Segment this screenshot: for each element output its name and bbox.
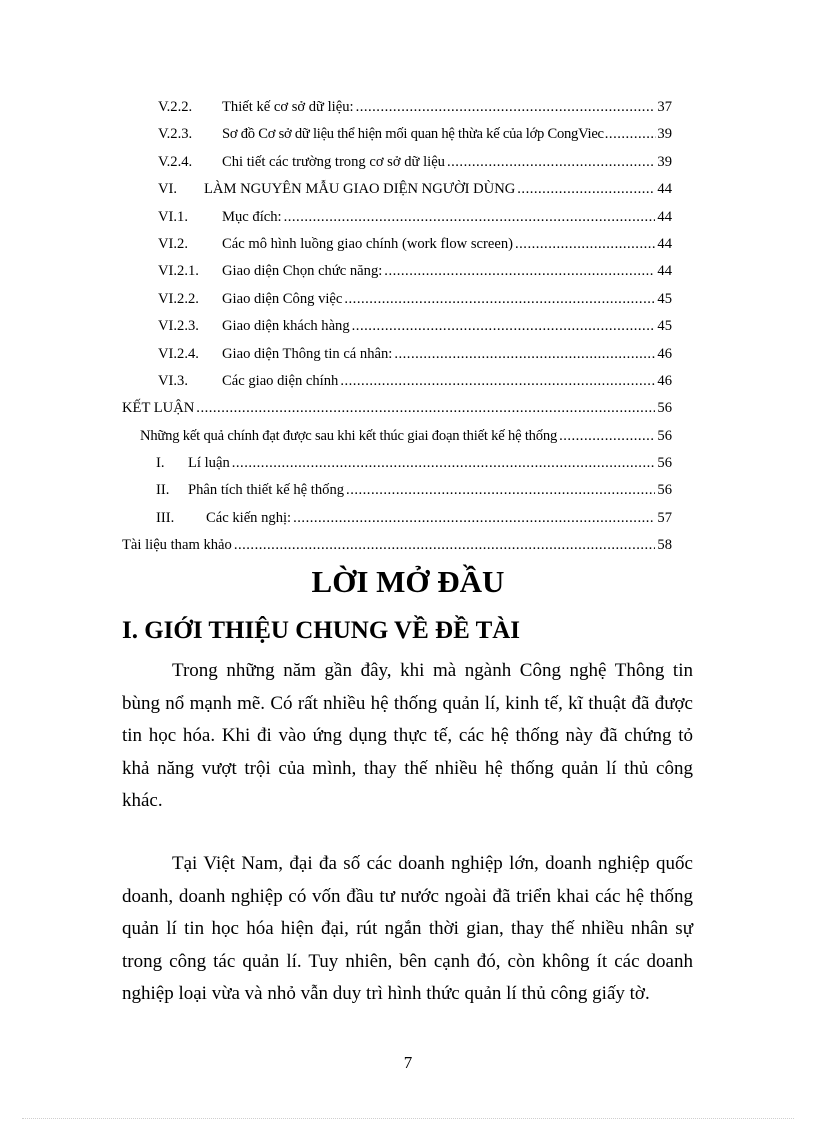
toc-entry-page: 44 [657,208,672,225]
toc-entry-title: KẾT LUẬN [122,400,195,417]
toc-entry[interactable] [122,258,672,285]
toc-entry[interactable] [122,423,672,450]
toc-entry-title: Lí luận [188,455,230,472]
toc-leader-dots [340,368,655,395]
toc-leader-dots [284,204,656,231]
toc-entry-page: 57 [657,509,672,526]
toc-entry[interactable] [122,477,672,504]
toc-entry[interactable] [122,368,672,395]
page-bottom-divider [22,1118,794,1119]
toc-entry-page: 46 [657,345,672,362]
toc-entry-number: I. [156,455,165,472]
toc-entry-title: Giao diện Công việc [222,290,343,307]
paragraph-intro [122,655,693,818]
toc-entry-title: Giao diện Thông tin cá nhân: [222,345,393,362]
toc-entry-page: 37 [657,99,672,115]
toc-leader-dots [196,395,655,422]
toc-entry-number: VI.2.1. [158,263,199,280]
toc-entry-page: 39 [657,153,672,170]
toc-entry-page: 44 [657,235,672,252]
toc-leader-dots [232,450,656,477]
toc-entry-title: Phân tích thiết kế hệ thống [188,482,345,499]
toc-entry-number: VI. [158,181,178,198]
toc-entry[interactable] [122,532,672,559]
toc-entry-title: Thiết kế cơ sở dữ liệu: [222,99,354,115]
toc-entry[interactable] [122,121,672,148]
toc-entry-title: Giao diện khách hàng [222,318,350,335]
page-title: LỜI MỞ ĐẦU [311,564,505,599]
toc-entry-title: Mục đích: [222,208,282,225]
toc-entry-page: 56 [657,482,672,499]
toc-entry-title: Các kiến nghị: [206,509,292,526]
toc-entry[interactable] [122,450,672,477]
toc-entry-number: VI.2.2. [158,290,199,307]
toc-entry-title: LÀM NGUYÊN MẪU GIAO DIỆN NGƯỜI DÙNG [204,181,516,198]
toc-leader-dots [344,286,655,313]
toc-entry-title: Sơ đồ Cơ sở dữ liệu thể hiện mối quan hệ thừa kế của lớp CongViec [222,126,604,143]
toc-entry-page: 56 [657,400,672,417]
toc-entry-number: VI.3. [158,372,188,389]
toc-leader-dots [605,121,657,148]
toc-entry[interactable] [122,395,672,422]
page-number: 7 [403,1053,413,1072]
toc-entry[interactable] [122,505,672,532]
toc-entry-title: Chi tiết các trường trong cơ sở dữ liệu [222,153,445,170]
toc-leader-dots [447,149,655,176]
toc-leader-dots [515,231,655,258]
toc-entry-number: III. [156,509,175,526]
toc-entry[interactable] [122,204,672,231]
toc-entry-page: 45 [657,290,672,307]
toc-entry-page: 44 [657,263,672,280]
toc-leader-dots [394,341,655,368]
paragraph-text: Trong những năm gần đây, khi mà ngành Công nghệ Thông tin bùng nổ mạnh mẽ. Có rất nhiều hệ thống quản lí, kinh tế, kĩ thuật đã được tin học hóa. Khi đi vào ứng dụng thực tế, các hệ thống này đã chứng tỏ khả năng vượt trội của mình, thay thế nhiều hệ thống quản lí thủ công khác. [122,660,693,811]
toc-entry-number: V.2.4. [158,153,193,170]
section-heading: I. GIỚI THIỆU CHUNG VỀ ĐỀ TÀI [122,617,521,644]
toc-leader-dots [352,313,656,340]
toc-entry-number: VI.2. [158,235,188,252]
toc-entry-page: 56 [657,455,672,472]
toc-entry-number: VI.1. [158,208,188,225]
toc-entry-title: Các mô hình luồng giao chính (work flow screen) [222,235,513,252]
toc-entry[interactable] [122,313,672,340]
toc-leader-dots [346,477,655,504]
table-of-contents [122,94,672,560]
toc-entry[interactable] [122,149,672,176]
toc-entry-page: 56 [657,427,672,444]
toc-entry-title: Tài liệu tham khảo [122,537,232,554]
toc-entry-title: Các giao diện chính [222,372,339,389]
toc-entry[interactable] [122,94,672,121]
toc-leader-dots [234,532,656,559]
toc-entry[interactable] [122,341,672,368]
toc-leader-dots [384,258,655,285]
toc-leader-dots [293,505,655,532]
toc-entry[interactable] [122,231,672,258]
toc-entry[interactable] [122,176,672,203]
toc-entry-page: 58 [657,537,672,554]
toc-entry-page: 39 [657,126,672,143]
toc-entry-number: II. [156,482,170,499]
toc-entry-number: VI.2.4. [158,345,199,362]
toc-entry-page: 45 [657,318,672,335]
toc-entry-number: V.2.2. [158,99,193,115]
toc-entry-page: 46 [657,372,672,389]
toc-entry-title: Những kết quả chính đạt được sau khi kết thúc giai đoạn thiết kế hệ thống [140,427,558,444]
toc-entry-number: V.2.3. [158,126,193,143]
paragraph-text: Tại Việt Nam, đại đa số các doanh nghiệp lớn, doanh nghiệp quốc doanh, doanh nghiệp có vốn đầu tư nước ngoài đã triển khai các hệ thống quản lí tin học hóa hiện đại, rút ngắn thời gian, thay thế nhiều nhân sự trong công tác quản lí. Tuy nhiên, bên cạnh đó, còn không ít các doanh nghiệp loại vừa và nhỏ vẫn duy trì hình thức quản lí thủ công giấy tờ. [122,853,693,1004]
toc-entry-page: 44 [657,181,672,198]
toc-entry[interactable] [122,286,672,313]
paragraph-vietnam [122,848,693,1011]
toc-entry-number: VI.2.3. [158,318,199,335]
toc-leader-dots [559,423,655,450]
toc-leader-dots [517,176,655,203]
toc-entry-title: Giao diện Chọn chức năng: [222,263,383,280]
toc-leader-dots [356,94,656,121]
